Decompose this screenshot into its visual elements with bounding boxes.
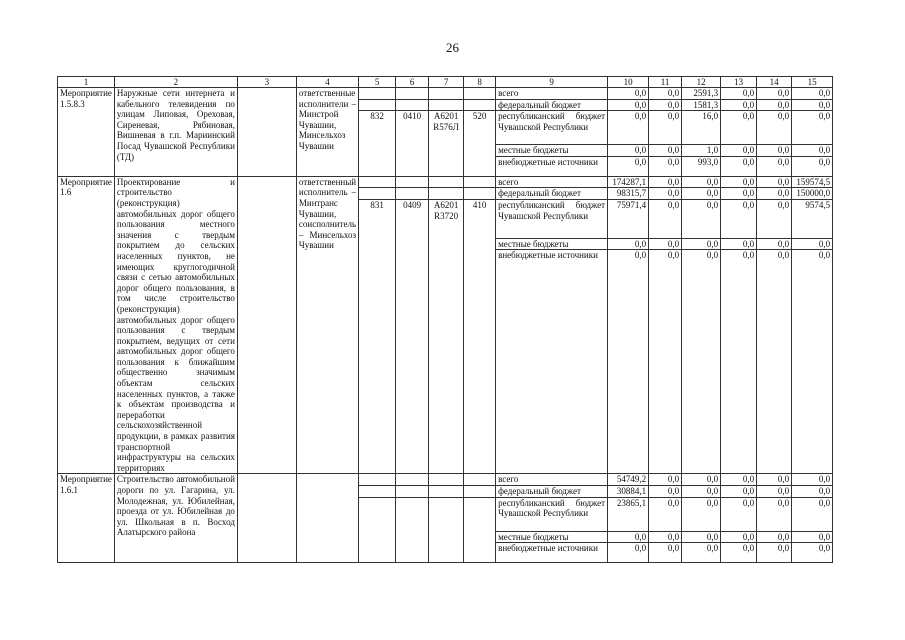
- budget-code-cell: [359, 176, 396, 188]
- funding-source: местные бюджеты: [496, 145, 608, 157]
- funding-value: 0,0: [608, 145, 649, 157]
- budget-code-cell: [396, 188, 429, 200]
- funding-value: 0,0: [757, 156, 792, 176]
- budget-code-target: А6201 R3720: [429, 199, 464, 473]
- funding-source: местные бюджеты: [496, 238, 608, 250]
- budget-code-cell: [429, 176, 464, 188]
- budget-table: [57, 76, 833, 563]
- funding-value: 0,0: [757, 88, 792, 100]
- funding-value: 0,0: [649, 497, 682, 531]
- measure-description: Проектирование и строительство (реконструкция) автомобильных дорог общего пользования местного значения с твердым покрытием до сельских населенных пунктов, не имеющих круглогодичной связи с сетью автомобильных дорог общего пользования, в том числе строительство (реконструкция) автомобильных дорог общего пользования с твердым покрытием, ведущих от сети автомобильных дорог общего пользования к ближайшим общественно значимым объектам сельских населенных пунктов, а также к объектам производства и переработки сельскохозяйственной продукции, в рамках развития транспортной инфраструктуры на сельских территориях: [114, 176, 237, 474]
- column-header: 6: [396, 77, 429, 88]
- funding-value: 0,0: [792, 497, 833, 531]
- funding-value: 0,0: [792, 486, 833, 498]
- funding-value: 0,0: [792, 88, 833, 100]
- funding-value: 0,0: [682, 531, 721, 543]
- budget-code-cell: [464, 188, 496, 200]
- funding-value: 0,0: [757, 199, 792, 238]
- funding-value: 0,0: [721, 188, 757, 200]
- funding-value: 0,0: [721, 176, 757, 188]
- budget-code-cell: [464, 176, 496, 188]
- funding-source: внебюджетные источники: [496, 156, 608, 176]
- budget-code-type: 410: [464, 199, 496, 473]
- budget-code-cell: [359, 188, 396, 200]
- funding-value: 0,0: [649, 543, 682, 563]
- funding-value: 0,0: [649, 238, 682, 250]
- funding-source: республиканский бюджет Чувашской Республики: [496, 199, 608, 238]
- column-header: 13: [721, 77, 757, 88]
- funding-source: местные бюджеты: [496, 531, 608, 543]
- table-row: [58, 176, 833, 188]
- funding-value: 1,0: [682, 145, 721, 157]
- funding-source: республиканский бюджет Чувашской Республики: [496, 111, 608, 145]
- budget-code-type: [464, 497, 496, 563]
- funding-value: 0,0: [682, 497, 721, 531]
- budget-code-type: 520: [464, 111, 496, 177]
- funding-value: 0,0: [721, 543, 757, 563]
- funding-value: 0,0: [649, 145, 682, 157]
- funding-value: 0,0: [757, 497, 792, 531]
- responsible-executors: ответственные исполнители – Минстрой Чувашии, Минсельхоз Чувашии: [296, 88, 358, 177]
- funding-source: внебюджетные источники: [496, 543, 608, 563]
- column-header: 15: [792, 77, 833, 88]
- funding-value: 150000,0: [792, 188, 833, 200]
- budget-code-cell: [359, 486, 396, 498]
- funding-value: 993,0: [682, 156, 721, 176]
- measure-description: Строительство автомобильной дороги по ул. Гагарина, ул. Молодежная, ул. Юбилейная, проезда от ул. Юбилейная до ул. Школьная в п. Восход Алатырского района: [114, 474, 237, 563]
- measure-col3: [237, 88, 296, 177]
- funding-source: федеральный бюджет: [496, 486, 608, 498]
- funding-value: 0,0: [608, 111, 649, 145]
- funding-value: 0,0: [649, 199, 682, 238]
- funding-value: 0,0: [757, 188, 792, 200]
- funding-source: республиканский бюджет Чувашской Республики: [496, 497, 608, 531]
- funding-value: 0,0: [792, 145, 833, 157]
- budget-code-cell: [464, 99, 496, 111]
- budget-code-section: 0410: [396, 111, 429, 177]
- funding-value: 0,0: [721, 474, 757, 486]
- funding-value: 0,0: [721, 99, 757, 111]
- funding-value: 0,0: [649, 156, 682, 176]
- funding-value: 0,0: [649, 474, 682, 486]
- budget-code-cell: [429, 188, 464, 200]
- funding-value: 0,0: [608, 543, 649, 563]
- funding-value: 0,0: [649, 176, 682, 188]
- funding-value: 23865,1: [608, 497, 649, 531]
- funding-value: 0,0: [757, 250, 792, 474]
- budget-code-cell: [429, 88, 464, 100]
- budget-code-cell: [464, 88, 496, 100]
- budget-code-cell: [464, 486, 496, 498]
- table-row: [58, 474, 833, 486]
- funding-value: 75971,4: [608, 199, 649, 238]
- funding-value: 0,0: [792, 250, 833, 474]
- funding-value: 0,0: [682, 199, 721, 238]
- funding-value: 0,0: [792, 238, 833, 250]
- budget-code-cell: [359, 88, 396, 100]
- funding-value: 9574,5: [792, 199, 833, 238]
- funding-value: 0,0: [649, 250, 682, 474]
- funding-source: всего: [496, 474, 608, 486]
- budget-code-cell: [464, 474, 496, 486]
- funding-value: 2591,3: [682, 88, 721, 100]
- funding-source: федеральный бюджет: [496, 188, 608, 200]
- column-header: 8: [464, 77, 496, 88]
- column-header: 7: [429, 77, 464, 88]
- funding-value: 0,0: [792, 474, 833, 486]
- budget-code-cell: [359, 99, 396, 111]
- funding-value: 30884,1: [608, 486, 649, 498]
- funding-value: 0,0: [608, 88, 649, 100]
- budget-code-cell: [396, 474, 429, 486]
- funding-value: 0,0: [757, 543, 792, 563]
- funding-source: внебюджетные источники: [496, 250, 608, 474]
- budget-code-cell: [429, 99, 464, 111]
- budget-code-cell: [396, 486, 429, 498]
- column-header: 12: [682, 77, 721, 88]
- column-header: 2: [114, 77, 237, 88]
- column-header: 4: [296, 77, 358, 88]
- column-header: 1: [58, 77, 115, 88]
- budget-code-section: 0409: [396, 199, 429, 473]
- column-header: 5: [359, 77, 396, 88]
- funding-value: 0,0: [682, 238, 721, 250]
- budget-code-gp: 832: [359, 111, 396, 177]
- column-header: 9: [496, 77, 608, 88]
- funding-value: 0,0: [721, 497, 757, 531]
- funding-value: 0,0: [649, 111, 682, 145]
- funding-value: 0,0: [649, 188, 682, 200]
- budget-code-target: А6201 R576Л: [429, 111, 464, 177]
- funding-value: 0,0: [792, 531, 833, 543]
- funding-value: 0,0: [608, 99, 649, 111]
- budget-code-gp: [359, 497, 396, 563]
- funding-value: 0,0: [682, 250, 721, 474]
- funding-value: 0,0: [792, 111, 833, 145]
- funding-value: 0,0: [608, 156, 649, 176]
- funding-value: 0,0: [721, 88, 757, 100]
- budget-code-cell: [396, 176, 429, 188]
- funding-value: 98315,7: [608, 188, 649, 200]
- funding-source: федеральный бюджет: [496, 99, 608, 111]
- funding-value: 0,0: [757, 111, 792, 145]
- measure-code: Мероприятие 1.6.1: [58, 474, 115, 563]
- column-header: 10: [608, 77, 649, 88]
- column-header: 3: [237, 77, 296, 88]
- funding-value: 0,0: [721, 156, 757, 176]
- funding-value: 0,0: [721, 111, 757, 145]
- funding-value: 16,0: [682, 111, 721, 145]
- funding-value: 0,0: [757, 531, 792, 543]
- table-row: [58, 88, 833, 100]
- funding-value: 0,0: [608, 531, 649, 543]
- funding-value: 159574,5: [792, 176, 833, 188]
- page-number: 26: [446, 40, 459, 55]
- budget-code-section: [396, 497, 429, 563]
- responsible-executors: ответственный исполнитель – Минтранс Чувашии, соисполнитель – Минсельхоз Чувашии: [296, 176, 358, 474]
- responsible-executors: [296, 474, 358, 563]
- funding-value: 0,0: [721, 145, 757, 157]
- funding-value: 174287,1: [608, 176, 649, 188]
- funding-value: 0,0: [682, 188, 721, 200]
- funding-value: 0,0: [721, 250, 757, 474]
- measure-code: Мероприятие 1.5.8.3: [58, 88, 115, 177]
- budget-code-target: [429, 497, 464, 563]
- funding-value: 54749,2: [608, 474, 649, 486]
- funding-source: всего: [496, 176, 608, 188]
- funding-value: 0,0: [649, 531, 682, 543]
- funding-value: 0,0: [792, 99, 833, 111]
- measure-col3: [237, 474, 296, 563]
- funding-value: 0,0: [608, 250, 649, 474]
- funding-value: 0,0: [721, 531, 757, 543]
- funding-value: 0,0: [721, 238, 757, 250]
- funding-value: 0,0: [757, 99, 792, 111]
- funding-value: 0,0: [757, 145, 792, 157]
- funding-value: 0,0: [682, 486, 721, 498]
- funding-value: 0,0: [649, 88, 682, 100]
- header-row: [58, 77, 833, 88]
- budget-code-gp: 831: [359, 199, 396, 473]
- funding-value: 0,0: [757, 238, 792, 250]
- budget-code-cell: [359, 474, 396, 486]
- funding-value: 0,0: [608, 238, 649, 250]
- column-header: 14: [757, 77, 792, 88]
- funding-value: 0,0: [682, 176, 721, 188]
- budget-code-cell: [429, 486, 464, 498]
- funding-value: 0,0: [757, 176, 792, 188]
- funding-value: 0,0: [757, 486, 792, 498]
- measure-code: Мероприятие 1.6: [58, 176, 115, 474]
- funding-value: 0,0: [757, 474, 792, 486]
- funding-value: 0,0: [721, 199, 757, 238]
- funding-value: 0,0: [792, 156, 833, 176]
- column-header: 11: [649, 77, 682, 88]
- funding-value: 0,0: [682, 543, 721, 563]
- funding-value: 0,0: [682, 474, 721, 486]
- funding-value: 0,0: [649, 486, 682, 498]
- measure-col3: [237, 176, 296, 474]
- funding-value: 0,0: [792, 543, 833, 563]
- budget-code-cell: [429, 474, 464, 486]
- funding-value: 1581,3: [682, 99, 721, 111]
- funding-source: всего: [496, 88, 608, 100]
- funding-value: 0,0: [721, 486, 757, 498]
- measure-description: Наружные сети интернета и кабельного телевидения по улицам Липовая, Ореховая, Сиреневая, Рябиновая, Вишневая в г.п. Мариинский Посад Чувашской Республики (ТД): [114, 88, 237, 177]
- budget-code-cell: [396, 88, 429, 100]
- funding-value: 0,0: [649, 99, 682, 111]
- budget-code-cell: [396, 99, 429, 111]
